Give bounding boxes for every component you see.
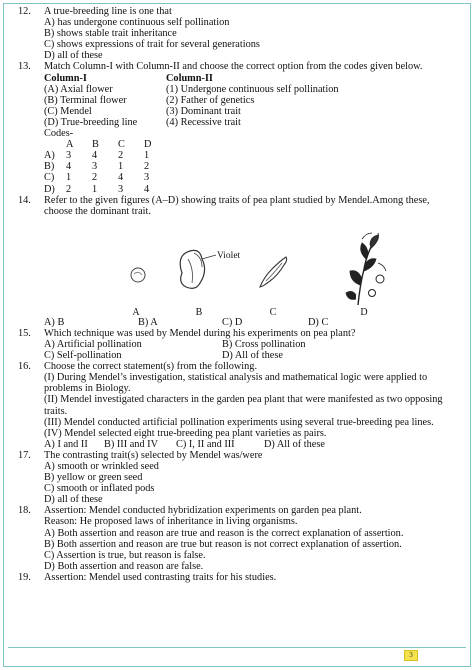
option: B) yellow or green seed — [44, 472, 143, 484]
option: C) I, II and III — [176, 438, 235, 450]
code-option — [44, 150, 458, 161]
code-head: C — [118, 139, 125, 151]
match-row — [44, 84, 458, 95]
options-row — [44, 350, 458, 361]
question-number: 17. — [18, 449, 31, 461]
option: C) Assertion is true, but reason is false. — [44, 549, 206, 561]
column-1-item: (B) Terminal flower — [44, 94, 127, 106]
option: D) all of these — [44, 494, 103, 506]
code-option-key: A) — [44, 150, 55, 162]
code-value: 2 — [144, 161, 150, 173]
assertion: Assertion: Mendel conducted hybridization experiments on garden pea plant. — [44, 505, 362, 517]
figure-text-violet: Violet — [217, 250, 241, 261]
option: D) Both assertion and reason are false. — [44, 560, 204, 572]
column-1-item: (C) Mendel — [44, 105, 92, 117]
column-1-heading: Column-I — [44, 72, 87, 84]
statement: (II) Mendel investigated characters in the garden pea plant that were manifested as two opposing traits. — [44, 394, 443, 417]
code-value: 4 — [144, 183, 150, 195]
question-stem: Refer to the given figures (A–D) showing traits of pea plant studied by Mendel.Among these, choose the dominant trait. — [44, 194, 430, 217]
assertion: Assertion: Mendel used contrasting traits for his studies. — [44, 571, 277, 583]
code-head: A — [66, 139, 74, 151]
code-value: 3 — [66, 150, 72, 162]
code-value: 2 — [92, 172, 98, 184]
option: C) shows expressions of trait for several generations — [44, 39, 260, 51]
question-number: 19. — [18, 571, 31, 583]
question-stem: Which technique was used by Mendel during his experiments on pea plant? — [44, 327, 356, 339]
question-stem: Choose the correct statement(s) from the following. — [44, 361, 258, 373]
option: A) Both assertion and reason are true and reason is the correct explanation of assertion. — [44, 527, 404, 539]
code-head: D — [144, 139, 152, 151]
column-1-item: (D) True-breeding line — [44, 116, 138, 128]
match-row — [44, 117, 458, 128]
option: B) shows stable trait inheritance — [44, 28, 177, 40]
options-row — [44, 317, 458, 328]
option: B) A — [138, 316, 158, 328]
option: C) Self-pollination — [44, 350, 122, 362]
options-row — [44, 439, 458, 450]
option: D) All of these — [264, 438, 325, 450]
code-value: 4 — [66, 161, 72, 173]
match-row — [44, 106, 458, 117]
options-row — [44, 339, 458, 350]
page-number-badge: 3 — [404, 650, 418, 661]
question-19 — [18, 572, 458, 583]
figure-label-d: D — [360, 306, 368, 317]
question-14 — [18, 195, 458, 328]
codes-header — [44, 139, 458, 150]
question-15 — [18, 328, 458, 361]
option: C) smooth or inflated pods — [44, 483, 155, 495]
code-option — [44, 172, 458, 183]
question-number: 16. — [18, 361, 31, 373]
pea-plant-figure — [346, 233, 386, 305]
option: A) B — [44, 316, 65, 328]
code-value: 4 — [118, 172, 124, 184]
code-value: 1 — [118, 161, 124, 173]
column-2-heading: Column-II — [166, 72, 213, 84]
match-row — [44, 95, 458, 106]
match-table-header — [44, 73, 458, 84]
code-option-key: D) — [44, 183, 55, 195]
violet-flower-figure — [180, 250, 240, 288]
code-value: 4 — [92, 150, 98, 162]
code-option — [44, 184, 458, 195]
question-number: 14. — [18, 194, 31, 206]
code-option — [44, 161, 458, 172]
question-13 — [18, 61, 458, 194]
codes-label: Codes- — [44, 128, 74, 140]
option: A) smooth or wrinkled seed — [44, 461, 159, 472]
question-number: 18. — [18, 505, 31, 517]
column-2-item: (3) Dominant trait — [166, 105, 241, 117]
pea-trait-figures — [44, 219, 458, 317]
question-number: 12. — [18, 6, 31, 17]
statement: (I) During Mendel’s investigation, statistical analysis and mathematical logic were applied to problems in Biology. — [44, 372, 428, 395]
question-stem: Match Column-I with Column-II and choose the correct option from the codes given below. — [44, 61, 423, 73]
question-17 — [18, 450, 458, 505]
code-option-key: B) — [44, 161, 55, 173]
question-18 — [18, 505, 458, 572]
option: D) all of these — [44, 50, 103, 62]
question-12 — [18, 6, 458, 61]
column-1-item: (A) Axial flower — [44, 83, 113, 95]
statement: (III) Mendel conducted artificial pollination experiments using several true-breeding pea lines. — [44, 416, 434, 428]
option: A) I and II — [44, 438, 88, 450]
code-option-key: C) — [44, 172, 55, 184]
question-list — [18, 6, 458, 583]
round-seed-figure — [131, 268, 145, 282]
code-value: 1 — [144, 150, 150, 162]
column-2-item: (2) Father of genetics — [166, 94, 255, 106]
question-number: 13. — [18, 61, 31, 73]
option: C) D — [222, 316, 243, 328]
option: A) has undergone continuous self pollination — [44, 17, 230, 29]
code-value: 2 — [118, 150, 124, 162]
column-2-item: (1) Undergone continuous self pollination — [166, 83, 339, 95]
option: B) Both assertion and reason are true but reason is not correct explanation of assertion. — [44, 538, 402, 550]
code-head: B — [92, 139, 99, 151]
option: D) All of these — [222, 350, 283, 362]
figure-label-c: C — [269, 306, 277, 317]
option: B) III and IV — [104, 438, 159, 450]
code-value: 3 — [144, 172, 150, 184]
statement: (IV) Mendel selected eight true-breeding pea plant varieties as pairs. — [44, 427, 327, 439]
figure-label-a: A — [132, 306, 140, 317]
option: A) Artificial pollination — [44, 338, 142, 350]
code-value: 1 — [92, 183, 98, 195]
footer-divider — [8, 647, 466, 648]
question-number: 15. — [18, 327, 31, 339]
code-value: 1 — [66, 172, 72, 184]
figure-illustrations — [44, 219, 458, 317]
reason: Reason: He proposed laws of inheritance in living organisms. — [44, 516, 298, 528]
figure-label-b: B — [195, 306, 203, 317]
question-16 — [18, 361, 458, 450]
pea-pod-figure — [260, 257, 287, 287]
question-stem: A true-breeding line is one that — [44, 6, 172, 17]
code-value: 3 — [92, 161, 98, 173]
question-stem: The contrasting trait(s) selected by Mendel was/were — [44, 449, 263, 461]
code-value: 3 — [118, 183, 124, 195]
column-2-item: (4) Recessive trait — [166, 116, 241, 128]
option: D) C — [308, 316, 329, 328]
code-value: 2 — [66, 183, 72, 195]
option: B) Cross pollination — [222, 338, 306, 350]
